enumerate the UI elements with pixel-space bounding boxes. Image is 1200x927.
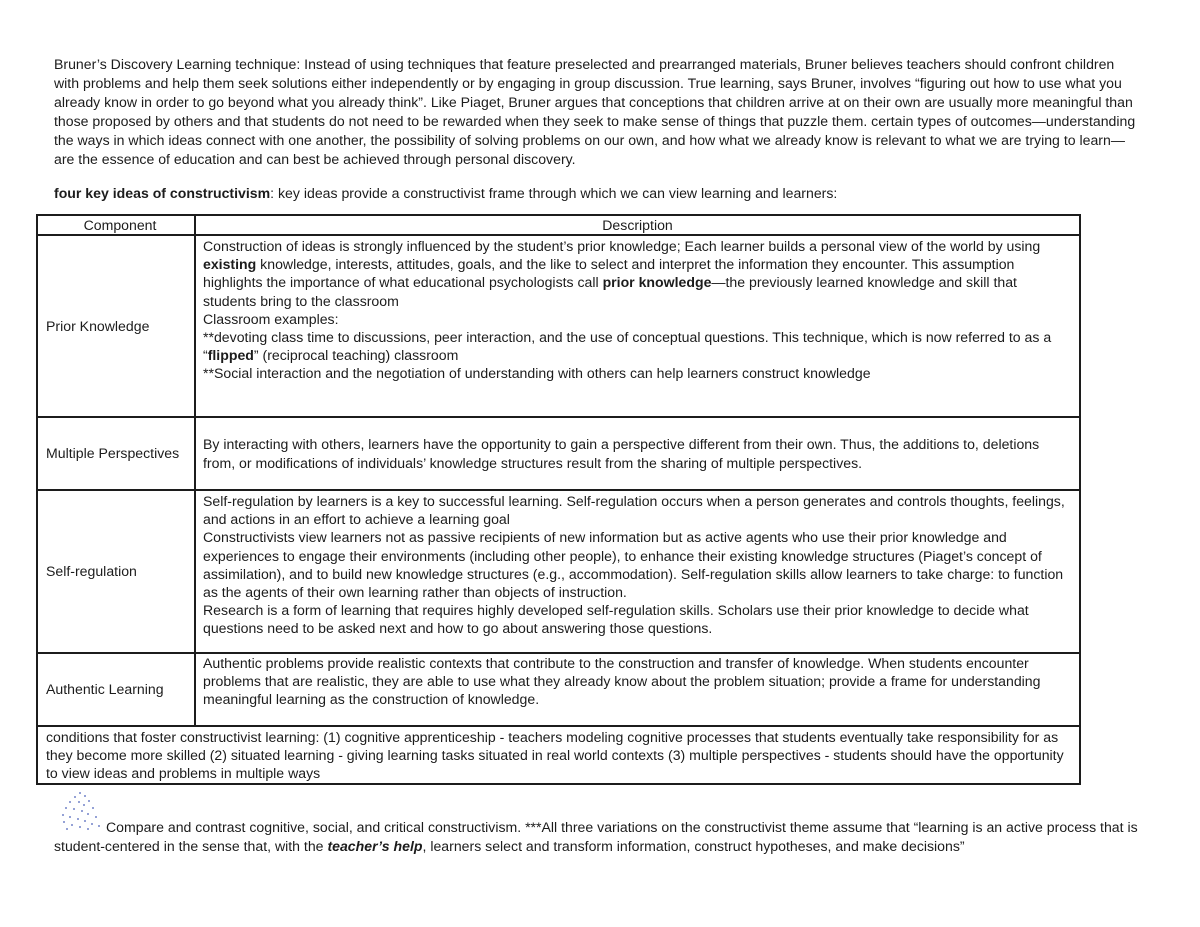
description-paragraph: **devoting class time to discussions, peer interaction, and the use of conceptual questions. This technique, which is now referred to as a “flipped” (reciprocal teaching) classroom <box>203 329 1052 364</box>
row-description <box>195 490 1080 653</box>
table-row <box>37 726 1080 784</box>
row-description: Authentic problems provide realistic contexts that contribute to the construction and transfer of knowledge. When students encounter problems that are realistic, they are able to use what they already know about the problem situation; provide a frame for understanding meaningful learning as the construction of knowledge. <box>195 653 1080 726</box>
row-component: Multiple Perspectives <box>37 417 195 490</box>
row-component: Self-regulation <box>37 490 195 653</box>
row-description: By interacting with others, learners have the opportunity to gain a perspective different from their own. Thus, the additions to, deletions from, or modifications of individuals’ knowledge structures result from the sharing of multiple perspectives. <box>195 417 1080 490</box>
table-row <box>37 490 1080 653</box>
description-paragraph: Classroom examples: <box>203 310 339 327</box>
key-ideas-line <box>54 184 1139 203</box>
key-ideas-heading: four key ideas of constructivism <box>54 185 271 201</box>
description-paragraph: **Social interaction and the negotiation of understanding with others can help learners construct knowledge <box>203 365 871 382</box>
row-component: Prior Knowledge <box>37 235 195 417</box>
description-paragraph: Research is a form of learning that requires highly developed self-regulation skills. Scholars use their prior knowledge to decide what questions need to be asked next and how to go about answering those questions. <box>203 602 1029 637</box>
footer-paragraph: Compare and contrast cognitive, social, and critical constructivism. ***All three variations on the constructivist theme assume that “learning is an active process that is student-centered in the sense that, with the teacher’s help, learners select and transform information, construct hypotheses, and make decisions” <box>54 819 1138 854</box>
table-row <box>37 653 1080 726</box>
key-ideas-text: : key ideas provide a constructivist frame through which we can view learning and learners: <box>270 185 838 201</box>
constructivism-table <box>36 214 1081 785</box>
description-paragraph: Construction of ideas is strongly influenced by the student’s prior knowledge; Each learner builds a personal view of the world by using existing knowledge, interests, attitudes, goals, and the like to select and interpret the information they encounter. This assumption highlights the importance of what educational psychologists call prior knowledge—the previously learned knowledge and skill that students bring to the classroom <box>203 238 1041 309</box>
header-description: Description <box>195 215 1080 235</box>
table-row <box>37 417 1080 490</box>
description-paragraph: Constructivists view learners not as passive recipients of new information but as active agents who use their prior knowledge and experiences to engage their environments (including other people), to enhance their existing knowledge structures (Piaget’s concept of assimilation), and to build new knowledge structures (e.g., accommodation). Self-regulation skills allow learners to take charge: to function as the agents of their own learning rather than objects of instruction. <box>203 529 1064 601</box>
header-component: Component <box>37 215 195 235</box>
conditions-cell: conditions that foster constructivist learning: (1) cognitive apprenticeship - teachers modeling cognitive processes that students eventually take responsibility for as they become more skilled (2) situated learning - giving learning tasks situated in real world contexts (3) multiple perspectives - students should have the opportunity to view ideas and problems in multiple ways <box>37 726 1080 784</box>
table-row <box>37 235 1080 417</box>
row-description <box>195 235 1080 417</box>
table-header-row <box>37 215 1080 235</box>
description-paragraph: Self-regulation by learners is a key to successful learning. Self-regulation occurs when a person generates and controls thoughts, feelings, and actions in an effort to achieve a learning goal <box>203 493 1065 528</box>
row-component: Authentic Learning <box>37 653 195 726</box>
intro-paragraph: Bruner’s Discovery Learning technique: Instead of using techniques that feature preselected and prearranged materials, Bruner believes teachers should confront children with problems and help them seek solutions either independently or by engaging in group discussion. True learning, says Bruner, involves “figuring out how to use what you already know in order to go beyond what you already think”. Like Piaget, Bruner argues that conceptions that children arrive at on their own are usually more meaningful than those proposed by others and that students do not need to be rewarded when they seek to make sense of things that puzzle them. certain types of outcomes—understanding the ways in which ideas connect with one another, the possibility of solving problems on our own, and how what we already know is relevant to what we are trying to learn—are the essence of education and can best be achieved through personal discovery. <box>54 56 1136 167</box>
